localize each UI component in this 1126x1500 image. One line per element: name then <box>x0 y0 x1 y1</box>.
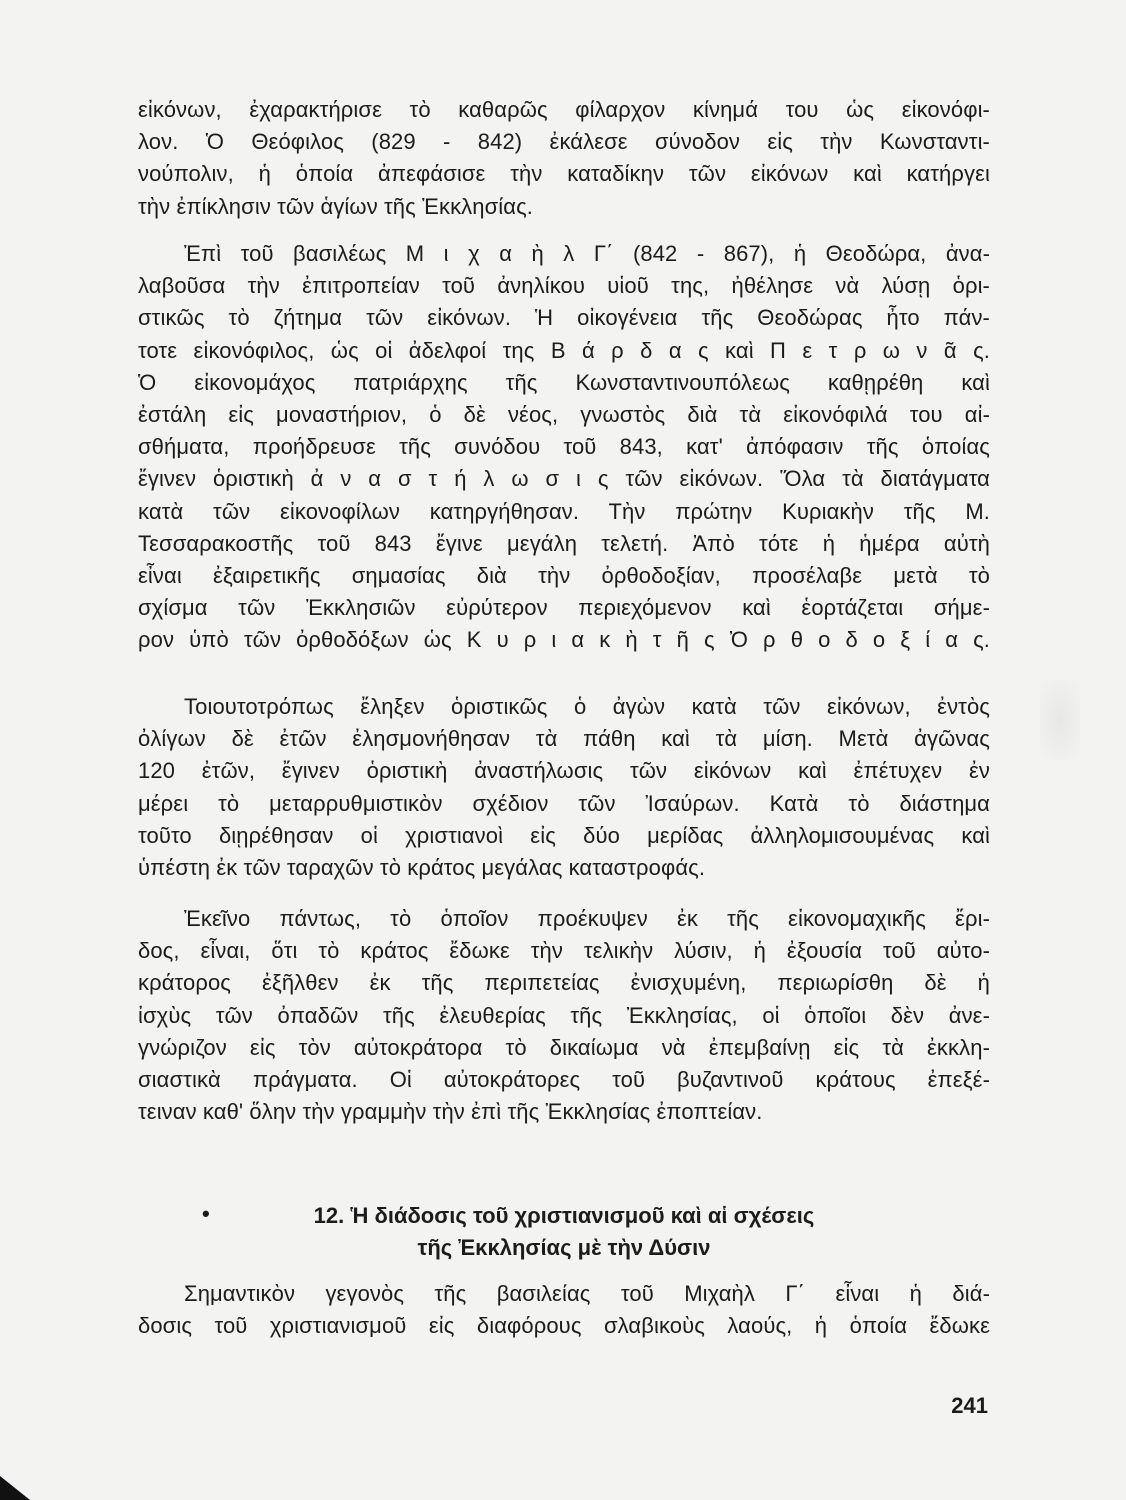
text-line: εἰκόνων, ἐχαρακτήρισε τὸ καθαρῶς φίλαρχον κίνημά του ὡς εἰκονόφι- <box>138 97 990 122</box>
text-line: ρον ὑπὸ τῶν ὀρθοδόξων ὡς Κ υ ρ ι α κ ὴ τ ῆ ς Ὀ ρ θ ο δ ο ξ ί α ς. <box>138 627 990 653</box>
text-line: ὑπέστη ἐκ τῶν ταραχῶν τὸ κράτος μεγάλας καταστροφάς. <box>138 854 706 880</box>
text-line: λον. Ὁ Θεόφιλος (829 - 842) ἐκάλεσε σύνοδον εἰς τὴν Κωνσταντι- <box>138 129 990 155</box>
bullet-dot-icon: • <box>202 1201 210 1226</box>
text-line: Τοιουτοτρόπως ἔληξεν ὁριστικῶς ὁ ἀγὼν κατὰ τῶν εἰκόνων, ἐντὸς <box>184 694 990 719</box>
paragraph-4 <box>138 903 990 1128</box>
text-line: ἔγινεν ὁριστικὴ ἀ ν α σ τ ή λ ω σ ι ς τῶν εἰκόνων. Ὅλα τὰ διατάγματα <box>138 466 990 492</box>
text-line: ἐστάλη εἰς μοναστήριον, ὁ δὲ νέος, γνωστὸς διὰ τὰ εἰκονόφιλά του αἰ- <box>138 401 990 427</box>
paragraph-5 <box>138 1278 990 1342</box>
section-heading <box>138 1200 990 1264</box>
text-line: γνώριζον εἰς τὸν αὐτοκράτορα τὸ δικαίωμα νὰ ἐπεμβαίνῃ εἰς τὰ ἐκκλη- <box>138 1034 990 1060</box>
text-line: τειναν καθ' ὅλην τὴν γραμμὴν τὴν ἐπὶ τῆς Ἐκκλησίας ἐποπτείαν. <box>138 1099 763 1125</box>
text-line: ὀλίγων δὲ ἐτῶν ἐλησμονήθησαν τὰ πάθη καὶ τὰ μίση. Μετὰ ἀγῶνας <box>138 726 990 752</box>
text-line: Ἐπὶ τοῦ βασιλέως Μ ι χ α ὴ λ Γ΄ (842 - 867), ἡ Θεοδώρα, ἀνα- <box>184 241 990 266</box>
scan-smudge <box>1040 680 1080 760</box>
text-line: εἶναι ἐξαιρετικῆς σημασίας διὰ τὴν ὀρθοδοξίαν, προσέλαβε μετὰ τὸ <box>138 562 990 588</box>
text-line: τοῦτο διῃρέθησαν οἱ χριστιανοὶ εἰς δύο μερίδας ἀλληλομισουμένας καὶ <box>138 822 990 848</box>
text-line: σθήματα, προήδρευσε τῆς συνόδου τοῦ 843, κατ' ἀπόφασιν τῆς ὁποίας <box>138 434 990 460</box>
text-line: λαβοῦσα τὴν ἐπιτροπείαν τοῦ ἀνηλίκου υἱοῦ της, ἠθέλησε νὰ λύσῃ ὁρι- <box>138 273 990 299</box>
text-line: ἰσχὺς τῶν ὀπαδῶν τῆς ἐλευθερίας τῆς Ἐκκλησίας, οἱ ὁποῖοι δὲν ἀνε- <box>138 1002 990 1028</box>
text-line: Ἐκεῖνο πάντως, τὸ ὁποῖον προέκυψεν ἐκ τῆς εἰκονομαχικῆς ἔρι- <box>184 906 990 931</box>
paragraph-1 <box>138 94 990 223</box>
section-heading-line-1: 12. Ἡ διάδοσις τοῦ χριστιανισμοῦ καὶ αἱ σχέσεις <box>313 1203 815 1228</box>
page-number: 241 <box>951 1393 988 1418</box>
text-line: στικῶς τὸ ζήτημα τῶν εἰκόνων. Ἡ οἰκογένεια τῆς Θεοδώρας ἦτο πάν- <box>138 305 990 331</box>
text-line: σιαστικὰ πράγματα. Οἱ αὐτοκράτορες τοῦ βυζαντινοῦ κράτους ἐπεξέ- <box>138 1066 990 1092</box>
text-line: κατὰ τῶν εἰκονοφίλων κατηργήθησαν. Τὴν πρώτην Κυριακὴν τῆς Μ. <box>138 498 990 524</box>
paragraph-3 <box>138 691 990 884</box>
text-line: δος, εἶναι, ὅτι τὸ κράτος ἔδωκε τὴν τελικὴν λύσιν, ἡ ἐξουσία τοῦ αὐτο- <box>138 938 990 964</box>
text-line: Τεσσαρακοστῆς τοῦ 843 ἔγινε μεγάλη τελετή. Ἀπὸ τότε ἡ ἡμέρα αὐτὴ <box>138 530 990 556</box>
scan-corner-mark <box>0 1476 30 1500</box>
text-line: μέρει τὸ μεταρρυθμιστικὸν σχέδιον τῶν Ἰσαύρων. Κατὰ τὸ διάστημα <box>138 790 990 816</box>
text-line: δοσις τοῦ χριστιανισμοῦ εἰς διαφόρους σλαβικοὺς λαούς, ἡ ὁποία ἔδωκε <box>138 1313 990 1339</box>
text-line: Ὁ εἰκονομάχος πατριάρχης τῆς Κωνσταντινουπόλεως καθῃρέθη καὶ <box>138 369 990 395</box>
paragraph-2 <box>138 238 990 656</box>
text-line: τὴν ἐπίκλησιν τῶν ἁγίων τῆς Ἐκκλησίας. <box>138 193 533 219</box>
text-line: Σημαντικὸν γεγονὸς τῆς βασιλείας τοῦ Μιχαὴλ Γ΄ εἶναι ἡ διά- <box>184 1281 990 1306</box>
section-heading-line-2: τῆς Ἐκκλησίας μὲ τὴν Δύσιν <box>417 1235 711 1260</box>
text-line: νούπολιν, ἡ ὁποία ἀπεφάσισε τὴν καταδίκην τῶν εἰκόνων καὶ κατήργει <box>138 161 990 187</box>
text-line: τοτε εἰκονόφιλος, ὡς οἱ ἀδελφοί της Β ά ρ δ α ς καὶ Π ε τ ρ ω ν ᾶ ς. <box>138 337 990 363</box>
text-line: σχίσμα τῶν Ἐκκλησιῶν εὐρύτερον περιεχόμενον καὶ ἑορτάζεται σήμε- <box>138 595 990 621</box>
text-line: κράτορος ἐξῆλθεν ἐκ τῆς περιπετείας ἐνισχυμένη, περιωρίσθη δὲ ἡ <box>138 970 990 996</box>
text-line: 120 ἐτῶν, ἔγινεν ὁριστικὴ ἀναστήλωσις τῶν εἰκόνων καὶ ἐπέτυχεν ἐν <box>138 758 990 784</box>
